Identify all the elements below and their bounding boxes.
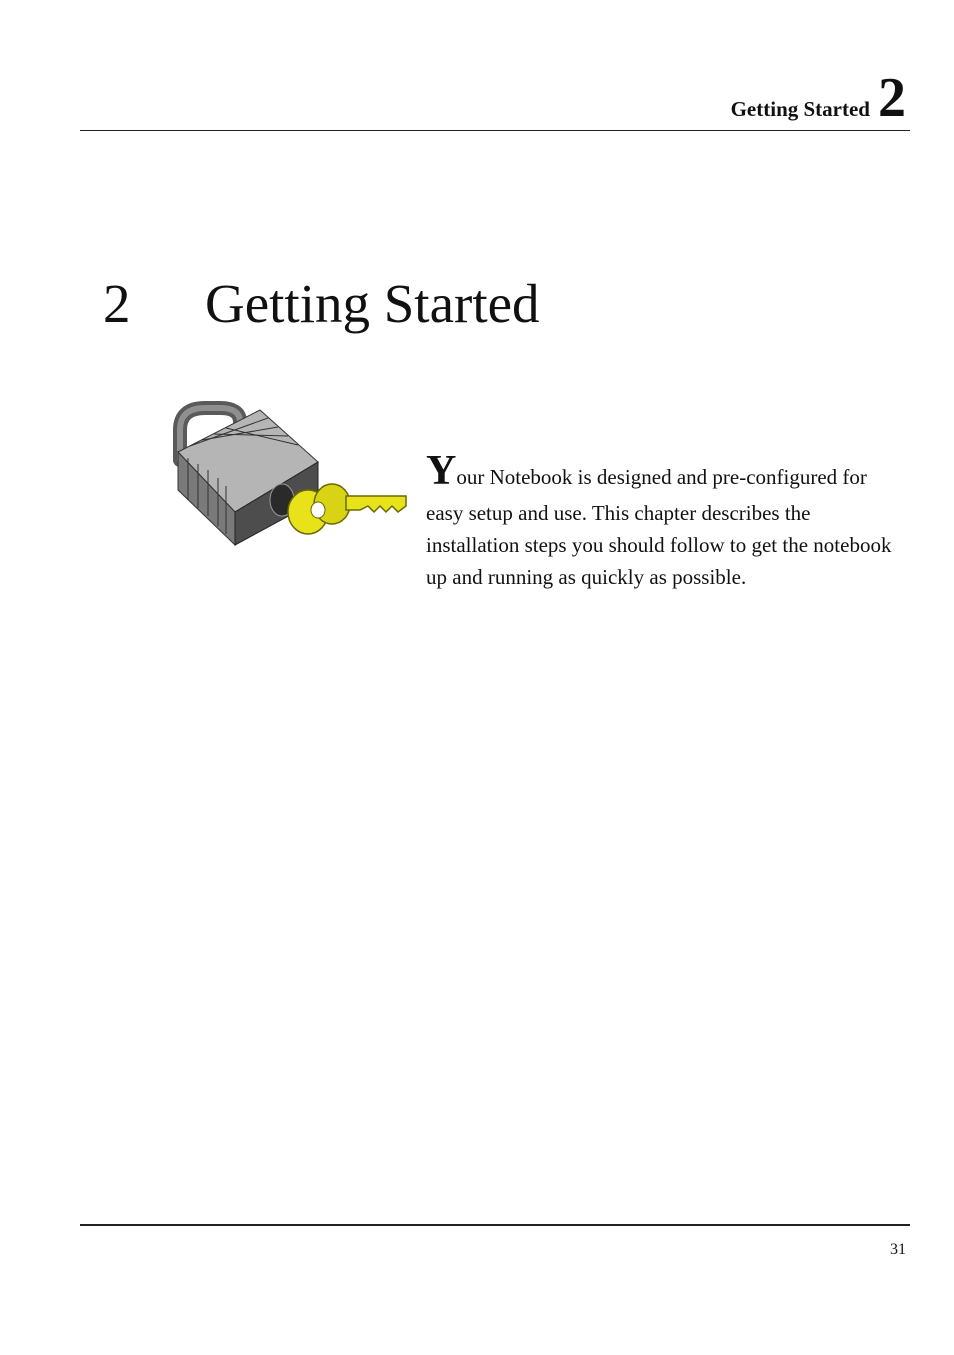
intro-first-line xyxy=(426,448,906,494)
chapter-title: Getting Started xyxy=(205,273,540,334)
intro-paragraph xyxy=(426,448,906,593)
intro-body-text: easy setup and use. This chapter describes the installation steps you should follow to get the notebook up and running as quickly as possible. xyxy=(426,501,892,589)
chapter-heading xyxy=(103,272,540,335)
intro-first-line-text: our Notebook is designed and pre-configured for xyxy=(456,465,867,489)
running-header-chapter-number: 2 xyxy=(878,67,906,129)
running-header xyxy=(730,67,906,129)
padlock-with-key-icon xyxy=(160,400,410,550)
running-header-title: Getting Started xyxy=(730,97,870,121)
chapter-number: 2 xyxy=(103,273,131,334)
intro-dropcap: Y xyxy=(426,448,457,494)
page-number: 31 xyxy=(890,1241,906,1258)
header-rule xyxy=(80,130,910,131)
footer-rule xyxy=(80,1224,910,1226)
